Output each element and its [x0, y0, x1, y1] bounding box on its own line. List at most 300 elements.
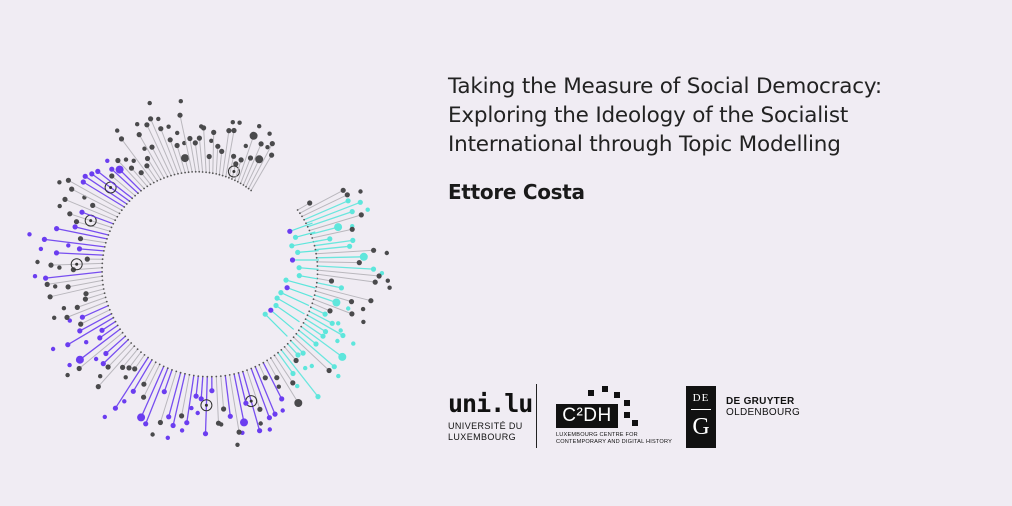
viz-node	[349, 311, 354, 316]
viz-node	[122, 399, 126, 403]
degruyter-mono-rule	[691, 409, 711, 410]
viz-tick	[156, 180, 158, 182]
viz-node	[327, 368, 332, 373]
viz-node	[211, 130, 216, 135]
unilu-line-2: LUXEMBOURG	[448, 432, 517, 442]
viz-node	[199, 396, 204, 401]
viz-node	[332, 299, 340, 307]
viz-tick	[181, 172, 183, 174]
viz-node	[243, 401, 248, 406]
viz-node	[267, 415, 272, 420]
viz-stem	[141, 366, 164, 417]
viz-node	[335, 339, 339, 343]
viz-node	[73, 224, 78, 229]
viz-node	[248, 155, 253, 160]
viz-tick	[159, 364, 161, 366]
viz-ring-dot	[75, 263, 78, 266]
viz-inner-stem	[292, 241, 318, 246]
viz-node	[57, 265, 61, 269]
unilu-line-1: UNIVERSITÉ DU	[448, 421, 523, 431]
viz-node	[145, 156, 150, 161]
viz-node	[103, 415, 107, 419]
viz-node	[158, 126, 163, 131]
viz-node	[84, 340, 88, 344]
viz-inner-node	[278, 290, 283, 295]
viz-node	[207, 154, 212, 159]
viz-tick	[225, 176, 227, 178]
viz-tick	[171, 369, 173, 371]
viz-node	[359, 212, 364, 217]
viz-tick	[144, 354, 146, 356]
viz-node	[65, 342, 70, 347]
viz-tick	[177, 173, 179, 175]
viz-node	[77, 366, 82, 371]
c2dh-logo	[556, 386, 686, 452]
viz-node	[78, 236, 83, 241]
viz-inner-stem	[277, 298, 304, 314]
viz-node	[347, 244, 352, 249]
viz-node	[144, 122, 149, 127]
c2dh-caption-2: CONTEMPORARY AND DIGITAL HISTORY	[556, 439, 673, 445]
viz-node	[189, 406, 193, 410]
viz-tick	[101, 275, 103, 277]
viz-tick	[184, 172, 186, 174]
viz-node	[77, 328, 82, 333]
viz-node	[349, 299, 354, 304]
viz-node	[231, 154, 236, 159]
viz-node	[144, 163, 149, 168]
viz-tick	[242, 371, 244, 373]
viz-node	[83, 291, 88, 296]
viz-tick	[229, 374, 231, 376]
viz-inner-stem	[299, 276, 317, 279]
viz-tick	[293, 336, 295, 338]
viz-stem	[213, 132, 214, 173]
viz-node	[373, 280, 378, 285]
viz-inner-stem	[276, 306, 300, 322]
c2dh-pixel	[624, 400, 630, 406]
viz-node	[126, 365, 131, 370]
viz-node	[141, 382, 146, 387]
viz-tick	[314, 294, 316, 296]
viz-node	[361, 307, 365, 311]
viz-stem	[285, 347, 297, 361]
viz-node	[48, 263, 53, 268]
viz-node	[268, 427, 272, 431]
viz-stem	[195, 143, 199, 172]
viz-node	[184, 420, 189, 425]
degruyter-monogram	[686, 386, 716, 448]
viz-node	[119, 136, 124, 141]
degruyter-mono-bottom: G	[692, 414, 710, 440]
viz-tick	[106, 301, 108, 303]
viz-node	[27, 232, 31, 236]
viz-stem	[221, 376, 224, 409]
viz-tick	[115, 321, 117, 323]
viz-node	[310, 364, 314, 368]
viz-stem	[86, 289, 104, 294]
viz-tick	[102, 280, 104, 282]
viz-tick	[137, 348, 139, 350]
viz-tick	[104, 246, 106, 248]
viz-node	[219, 149, 224, 154]
viz-stem	[201, 377, 203, 399]
viz-tick	[103, 250, 105, 252]
viz-node	[358, 189, 362, 193]
viz-tick	[188, 171, 190, 173]
viz-node	[48, 294, 53, 299]
viz-stem	[216, 146, 218, 174]
viz-node	[179, 99, 183, 103]
viz-node	[132, 366, 137, 371]
title-line-2: Exploring the Ideology of the Socialist	[448, 103, 849, 128]
title-line-1: Taking the Measure of Social Democracy:	[448, 74, 882, 99]
viz-tick	[303, 219, 305, 221]
viz-node	[57, 180, 61, 184]
viz-node	[250, 132, 258, 140]
viz-node	[66, 284, 71, 289]
viz-tick	[155, 361, 157, 363]
viz-tick	[143, 188, 145, 190]
c2dh-caption-1: LUXEMBOURG CENTRE FOR	[556, 432, 638, 438]
viz-stem	[306, 319, 326, 332]
viz-node	[360, 253, 368, 261]
viz-node	[132, 159, 136, 163]
viz-inner-node	[289, 243, 294, 248]
viz-tick	[231, 178, 233, 180]
viz-node	[368, 298, 373, 303]
viz-tick	[315, 253, 317, 255]
viz-tick	[191, 171, 193, 173]
viz-node	[301, 351, 306, 356]
viz-node	[115, 128, 119, 132]
viz-tick	[317, 273, 319, 275]
viz-stem	[226, 131, 234, 177]
partner-logos	[448, 384, 988, 454]
viz-stem	[77, 297, 105, 307]
viz-node	[75, 305, 80, 310]
viz-tick	[109, 309, 111, 311]
viz-tick	[316, 257, 318, 259]
viz-node	[66, 243, 70, 247]
viz-node	[171, 423, 176, 428]
viz-node	[377, 273, 382, 278]
viz-stem	[83, 182, 124, 207]
viz-node	[244, 144, 248, 148]
viz-node	[387, 286, 391, 290]
viz-node	[237, 430, 242, 435]
viz-tick	[305, 222, 307, 224]
viz-tick	[290, 340, 292, 342]
viz-tick	[277, 352, 279, 354]
viz-node	[307, 200, 312, 205]
viz-tick	[112, 223, 114, 225]
viz-tick	[119, 213, 121, 215]
viz-tick	[258, 364, 260, 366]
viz-node	[124, 375, 128, 379]
viz-inner-node	[273, 303, 278, 308]
page-title	[448, 72, 968, 159]
viz-stem	[93, 205, 118, 216]
viz-node	[131, 389, 136, 394]
viz-node	[350, 209, 355, 214]
viz-node	[177, 113, 182, 118]
viz-tick	[102, 254, 104, 256]
viz-node	[105, 159, 109, 163]
viz-stem	[317, 257, 364, 258]
viz-tick	[315, 290, 317, 292]
viz-tick	[299, 212, 301, 214]
viz-node	[366, 208, 370, 212]
viz-stem	[161, 129, 178, 174]
viz-tick	[311, 237, 313, 239]
viz-tick	[101, 267, 103, 269]
viz-node	[336, 321, 340, 325]
viz-node	[80, 315, 85, 320]
viz-tick	[106, 238, 108, 240]
viz-inner-node	[290, 257, 295, 262]
viz-tick	[124, 335, 126, 337]
viz-node	[148, 101, 152, 105]
viz-node	[197, 136, 202, 141]
viz-node	[181, 154, 189, 162]
viz-stem	[243, 144, 261, 185]
viz-ring-dot	[205, 404, 208, 407]
viz-node	[96, 384, 101, 389]
viz-tick	[316, 261, 318, 263]
viz-tick	[311, 302, 313, 304]
viz-tick	[202, 376, 204, 378]
viz-node	[95, 169, 100, 174]
viz-stem	[204, 128, 207, 172]
viz-node	[115, 158, 120, 163]
viz-tick	[240, 183, 242, 185]
viz-node	[168, 137, 173, 142]
viz-node	[226, 128, 231, 133]
viz-node	[235, 443, 239, 447]
viz-tick	[243, 184, 245, 186]
viz-node	[103, 351, 108, 356]
viz-node	[97, 335, 102, 340]
viz-tick	[209, 172, 211, 174]
viz-stem	[219, 151, 221, 174]
viz-node	[65, 373, 69, 377]
viz-inner-stem	[296, 232, 316, 237]
viz-stem	[318, 274, 376, 282]
viz-node	[156, 117, 160, 121]
viz-stem	[169, 373, 181, 417]
viz-tick	[298, 329, 300, 331]
viz-tick	[111, 227, 113, 229]
viz-tick	[103, 288, 105, 290]
viz-tick	[153, 182, 155, 184]
viz-stem	[77, 222, 110, 232]
viz-node	[69, 187, 74, 192]
viz-node	[277, 385, 281, 389]
viz-node	[175, 143, 180, 148]
viz-node	[350, 238, 355, 243]
viz-tick	[113, 317, 115, 319]
viz-node	[303, 366, 307, 370]
viz-node	[135, 122, 139, 126]
viz-tick	[219, 174, 221, 176]
viz-tick	[160, 179, 162, 181]
viz-node	[74, 219, 79, 224]
viz-tick	[117, 325, 119, 327]
viz-tick	[266, 360, 268, 362]
viz-node	[270, 141, 275, 146]
viz-node	[89, 171, 94, 176]
viz-node	[313, 341, 318, 346]
viz-tick	[101, 263, 103, 265]
viz-node	[109, 167, 114, 172]
viz-tick	[129, 200, 131, 202]
viz-node	[62, 197, 67, 202]
viz-tick	[102, 284, 104, 286]
viz-tick	[189, 374, 191, 376]
viz-node	[329, 278, 334, 283]
degruyter-mono-top: DE	[692, 392, 710, 404]
viz-node	[148, 116, 153, 121]
viz-node	[338, 353, 346, 361]
viz-tick	[150, 184, 152, 186]
viz-node	[109, 173, 114, 178]
viz-tick	[248, 188, 250, 190]
viz-tick	[140, 351, 142, 353]
viz-node	[385, 251, 389, 255]
viz-node	[339, 328, 343, 332]
viz-stem	[68, 318, 114, 345]
viz-stem	[57, 253, 104, 255]
viz-inner-node	[263, 312, 268, 317]
viz-tick	[238, 372, 240, 374]
viz-tick	[300, 326, 302, 328]
viz-node	[345, 192, 350, 197]
viz-inner-stem	[287, 288, 312, 297]
viz-node	[215, 144, 220, 149]
viz-node	[99, 328, 104, 333]
viz-node	[351, 341, 355, 345]
viz-node	[141, 395, 146, 400]
viz-inner-node	[283, 278, 288, 283]
viz-tick	[308, 310, 310, 312]
viz-node	[371, 267, 376, 272]
viz-stem	[147, 125, 171, 176]
viz-tick	[131, 197, 133, 199]
viz-tick	[250, 368, 252, 370]
viz-node	[52, 316, 56, 320]
viz-node	[341, 188, 346, 193]
viz-tick	[211, 376, 213, 378]
viz-node	[67, 363, 71, 367]
viz-node	[257, 124, 261, 128]
viz-node	[137, 132, 142, 137]
viz-node	[90, 203, 95, 208]
viz-node	[79, 210, 84, 215]
viz-node	[51, 347, 55, 351]
viz-node	[327, 308, 332, 313]
viz-node	[257, 428, 262, 433]
viz-node	[76, 356, 84, 364]
viz-node	[166, 125, 170, 129]
c2dh-pixel	[588, 390, 594, 396]
viz-node	[290, 380, 295, 385]
viz-tick	[314, 245, 316, 247]
viz-node	[257, 407, 262, 412]
viz-inner-node	[293, 235, 298, 240]
viz-tick	[198, 171, 200, 173]
viz-node	[193, 140, 198, 145]
viz-node	[179, 413, 184, 418]
viz-node	[221, 406, 226, 411]
viz-ring-dot	[232, 170, 235, 173]
viz-tick	[295, 333, 297, 335]
viz-tick	[245, 186, 247, 188]
viz-ring-dot	[250, 400, 253, 403]
viz-node	[67, 211, 72, 216]
viz-node	[43, 276, 48, 281]
viz-node	[62, 306, 66, 310]
viz-tick	[105, 297, 107, 299]
viz-node	[323, 329, 328, 334]
viz-tick	[284, 346, 286, 348]
viz-node	[42, 237, 47, 242]
viz-tick	[147, 357, 149, 359]
viz-inner-node	[285, 285, 290, 290]
viz-node	[361, 320, 365, 324]
viz-tick	[101, 271, 103, 273]
viz-node	[83, 297, 88, 302]
viz-tick	[237, 181, 239, 183]
c2dh-pixel	[602, 386, 608, 392]
viz-inner-node	[287, 229, 292, 234]
viz-stem	[120, 170, 141, 191]
viz-stem	[230, 375, 239, 432]
viz-node	[259, 141, 264, 146]
viz-node	[320, 334, 325, 339]
viz-stem	[299, 330, 316, 344]
viz-node	[66, 178, 71, 183]
radial-topic-visualization	[0, 0, 470, 506]
viz-tick	[270, 357, 272, 359]
unilu-wordmark: uni.lu	[448, 389, 533, 418]
viz-tick	[121, 209, 123, 211]
viz-inner-stem	[265, 314, 287, 336]
viz-inner-node	[297, 273, 302, 278]
c2dh-pixel	[614, 392, 620, 398]
viz-tick	[146, 186, 148, 188]
viz-node	[216, 421, 221, 426]
viz-tick	[250, 190, 252, 192]
viz-tick	[111, 313, 113, 315]
title-line-3: International through Topic Modelling	[448, 132, 841, 157]
viz-node	[274, 375, 279, 380]
viz-node	[323, 312, 328, 317]
viz-node	[166, 414, 171, 419]
viz-stem	[146, 368, 168, 424]
viz-node	[336, 374, 340, 378]
viz-node	[239, 157, 244, 162]
c2dh-wordmark: C²DH	[556, 404, 618, 428]
viz-stem	[199, 138, 202, 172]
viz-stem	[304, 323, 324, 336]
viz-node	[54, 250, 59, 255]
viz-node	[294, 399, 302, 407]
viz-node	[78, 322, 83, 327]
c2dh-pixel	[632, 420, 638, 426]
viz-node	[272, 412, 277, 417]
viz-stem	[80, 249, 104, 251]
